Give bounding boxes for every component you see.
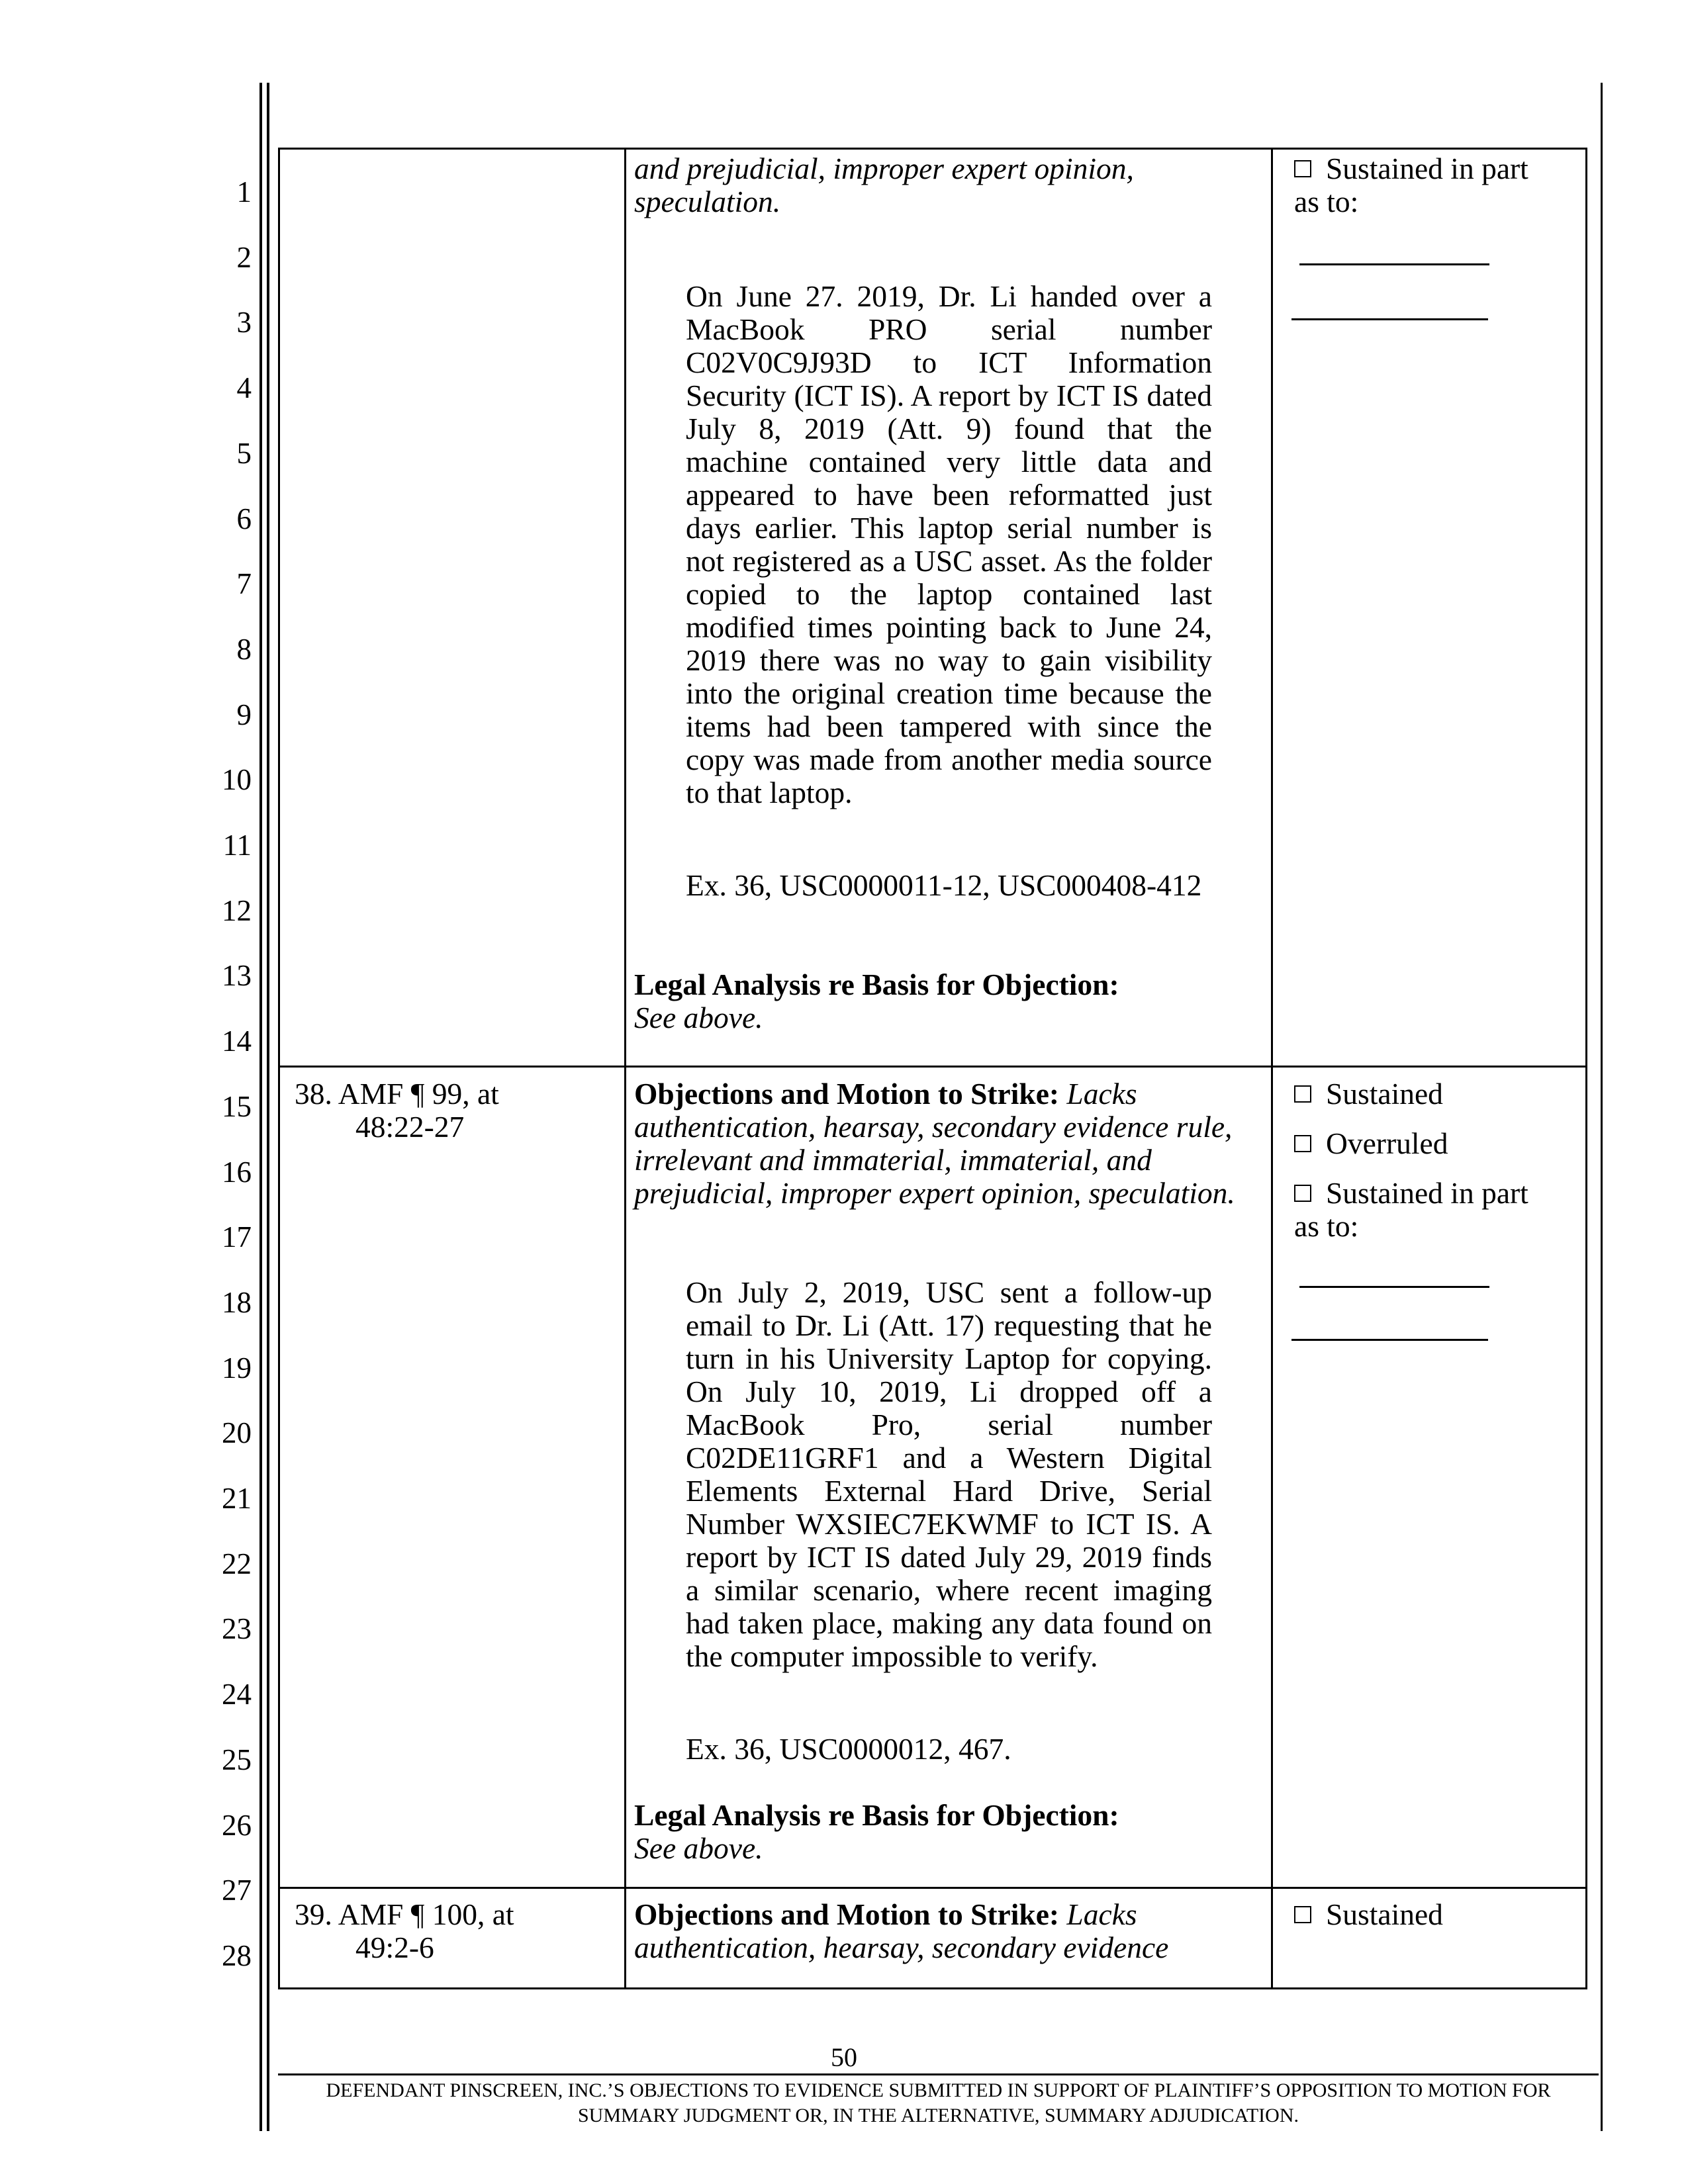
line-number: 20 [222,1416,252,1450]
line-number: 24 [222,1678,252,1711]
checkbox-icon[interactable] [1294,160,1311,177]
blank-line [1299,1286,1489,1288]
line-number: 7 [236,567,252,601]
objection-text: Objections and Motion to Strike: Lacks authentication, hearsay, secondary evidence [634,1897,1169,1964]
line-number: 23 [222,1612,252,1646]
objection-table [278,148,1587,1989]
left-margin-rule [259,83,262,2131]
blank-line [1291,318,1488,320]
row-divider [280,1887,1585,1889]
paragraph-reference: 39. AMF ¶ 100, at 49:2-6 [295,1897,514,1964]
legal-analysis-text: See above. [634,1831,763,1865]
line-number: 14 [222,1024,252,1058]
line-number: 16 [222,1155,252,1189]
checkbox-icon[interactable] [1294,1185,1311,1202]
line-number: 12 [222,893,252,927]
evidence-citation: Ex. 36, USC0000011-12, USC000408-412 [686,868,1202,902]
line-number: 18 [222,1285,252,1319]
line-number: 13 [222,959,252,993]
line-number: 3 [236,306,252,340]
ruling-sustained[interactable]: Sustained [1294,1898,1559,1931]
quoted-evidence: On June 27. 2019, Dr. Li handed over a MacBook PRO serial number C02V0C9J93D to ICT Information Security (ICT IS). A report by ICT IS dated July 8, 2019 (Att. 9) found that the machine contained very little data and appeared to have been reformatted just days earlier. This laptop serial number is not registered as a USC asset. As the folder copied to the laptop contained last modified times pointing back to June 24, 2019 there was no way to gain visibility into the original creation time because the items had been tampered with since the copy was made from another media source to that laptop. [686,279,1212,809]
line-number: 25 [222,1743,252,1776]
checkbox-icon[interactable] [1294,1085,1311,1103]
line-number: 27 [222,1874,252,1907]
line-number: 28 [222,1938,252,1972]
legal-analysis-label: Legal Analysis re Basis for Objection: [634,968,1119,1001]
objection-text: and prejudicial, improper expert opinion, speculation. [634,152,1134,218]
blank-line [1291,1339,1488,1341]
right-margin-rule [1601,83,1603,2131]
line-number: 19 [222,1351,252,1385]
line-number: 17 [222,1220,252,1254]
line-number: 21 [222,1482,252,1515]
ruling-overruled[interactable]: Overruled [1294,1127,1559,1160]
line-number: 8 [236,632,252,666]
checkbox-icon[interactable] [1294,1135,1311,1152]
line-number: 9 [236,698,252,731]
footer-rule [278,2073,1599,2075]
row-divider [280,1066,1585,1068]
line-number: 26 [222,1808,252,1842]
line-number: 15 [222,1089,252,1123]
page-number: 50 [831,2042,857,2072]
line-number: 10 [222,763,252,797]
quoted-evidence: On July 2, 2019, USC sent a follow-up email to Dr. Li (Att. 17) requesting that he turn in his University Laptop for copying. On July 10, 2019, Li dropped off a MacBook Pro, serial number C02DE11GRF1 and a Western Digital Elements External Hard Drive, Serial Number WXSIEC7EKWMF to ICT IS. A report by ICT IS dated July 29, 2019 finds a similar scenario, where recent imaging had taken place, making any data found on the computer impossible to verify. [686,1275,1212,1673]
document-footer: DEFENDANT PINSCREEN, INC.’S OBJECTIONS TO EVIDENCE SUBMITTED IN SUPPORT OF PLAINTIFF’S OPPOSITION TO MOTION FOR SUMMARY JUDGMENT OR, IN THE ALTERNATIVE, SUMMARY ADJUDICATION. [326,2079,1551,2126]
line-number: 1 [236,175,252,208]
paragraph-reference: 38. AMF ¶ 99, at 48:22-27 [295,1077,499,1144]
ruling-sustained-in-part[interactable]: Sustained in part as to: [1294,1176,1528,1243]
evidence-citation: Ex. 36, USC0000012, 467. [686,1732,1011,1766]
line-number: 11 [222,829,252,862]
ruling-sustained[interactable]: Sustained [1294,1077,1559,1111]
legal-analysis-text: See above. [634,1001,763,1034]
left-margin-rule-inner [267,83,269,2131]
legal-analysis-label: Legal Analysis re Basis for Objection: [634,1798,1119,1832]
line-number: 5 [236,436,252,470]
column-divider [624,150,626,1987]
line-number: 4 [236,371,252,405]
column-divider [1271,150,1273,1987]
objection-text: Objections and Motion to Strike: Lacks authentication, hearsay, secondary evidence rule, irrelevant and immaterial, immaterial, and prejudicial, improper expert opinion, speculation. [634,1077,1235,1210]
line-number: 22 [222,1547,252,1580]
ruling-sustained-in-part[interactable]: Sustained in part as to: [1294,152,1528,218]
blank-line [1299,263,1489,265]
line-number: 2 [236,240,252,274]
checkbox-icon[interactable] [1294,1906,1311,1923]
line-number: 6 [236,502,252,535]
